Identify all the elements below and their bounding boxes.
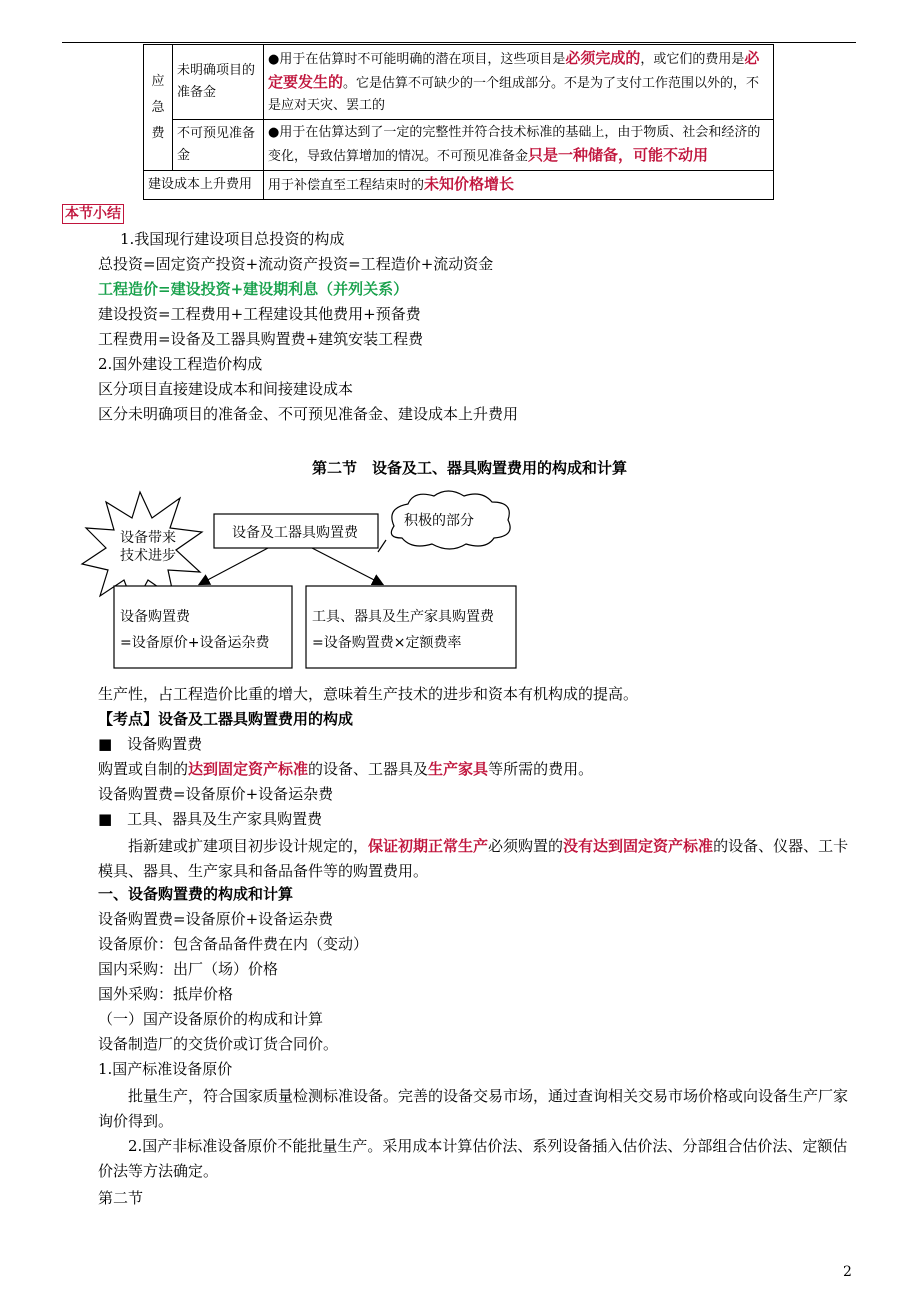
right-box — [306, 586, 516, 668]
top-box-text: 设备及工器具购置费 — [232, 525, 358, 541]
summary-line: 区分项目直接建设成本和间接建设成本 — [98, 380, 354, 398]
body-line: 设备原价：包含备品备件费在内（变动） — [98, 935, 369, 953]
table-row-name: 不可预见准备金 — [173, 120, 264, 171]
body-line: 国内采购：出厂（场）价格 — [98, 960, 279, 978]
burst-text: 设备带来 — [120, 530, 176, 546]
left-box-text: 设备购置费 — [120, 609, 190, 625]
bullet-heading: ■ 设备购置费 — [98, 735, 203, 753]
key-point-heading: 【考点】设备及工器具购置费用的构成 — [98, 710, 354, 728]
subsection-heading: 一、设备购置费的构成和计算 — [98, 885, 294, 903]
body-line: 1.国产标准设备原价 — [98, 1060, 233, 1078]
section-title: 第二节 设备及工、器具购置费用的构成和计算 — [312, 459, 628, 477]
body-line: 生产性，占工程造价比重的增大，意味着生产技术的进步和资本有机构成的提高。 — [98, 685, 639, 703]
body-line: 国外采购：抵岸价格 — [98, 985, 234, 1003]
body-line: 设备购置费=设备原价+设备运杂费 — [98, 910, 334, 928]
body-paragraph: 指新建或扩建项目初步设计规定的，保证初期正常生产必须购置的没有达到固定资产标准的设备、仪器、工卡模具、器具、生产家具和备品备件等的购置费用。 — [98, 837, 849, 880]
summary-line: 建设投资=工程费用+工程建设其他费用+预备费 — [98, 305, 421, 323]
table-category-cell: 应急费 — [144, 45, 173, 171]
body-line: 设备购置费=设备原价+设备运杂费 — [98, 785, 334, 803]
summary-line: 1.我国现行建设项目总投资的构成 — [120, 230, 345, 248]
body-line: 购置或自制的达到固定资产标准的设备、工器具及生产家具等所需的费用。 — [98, 760, 594, 778]
table-row-name: 未明确项目的准备金 — [173, 45, 264, 120]
summary-line: 工程费用=设备及工器具购置费+建筑安装工程费 — [98, 330, 424, 348]
cost-structure-diagram — [0, 480, 920, 675]
table-row-name: 建设成本上升费用 — [144, 171, 264, 200]
body-line: （一）国产设备原价的构成和计算 — [98, 1010, 324, 1028]
page-number: 2 — [843, 1264, 852, 1280]
table-row-desc: ●用于在估算时不可能明确的潜在项目，这些项目是必须完成的，或它们的费用是必定要发生的。它是估算不可缺少的一个组成部分。不是为了支付工作范围以外的，不是应对天灾、罢工的 — [264, 45, 774, 120]
left-box-text: =设备原价+设备运杂费 — [120, 635, 270, 651]
contingency-table — [143, 44, 774, 200]
summary-line-highlight: 工程造价=建设投资+建设期利息（并列关系） — [98, 280, 409, 298]
left-box — [114, 586, 292, 668]
bullet-heading: ■ 工具、器具及生产家具购置费 — [98, 810, 323, 828]
right-box-text: =设备购置费×定额费率 — [312, 635, 462, 651]
body-line: 设备制造厂的交货价或订货合同价。 — [98, 1035, 339, 1053]
summary-line: 2.国外建设工程造价构成 — [98, 355, 263, 373]
summary-line: 总投资=固定资产投资+流动资产投资=工程造价+流动资金 — [98, 255, 494, 273]
burst-text: 技术进步 — [120, 548, 176, 564]
body-line: 第二节 — [98, 1189, 144, 1207]
body-paragraph: 2.国产非标准设备原价不能批量生产。采用成本计算估价法、系列设备插入估价法、分部组合估价法、定额估价法等方法确定。 — [98, 1137, 848, 1180]
section-summary-tag: 本节小结 — [62, 204, 124, 224]
header-rule — [62, 42, 856, 43]
table-row-desc: 用于补偿直至工程结束时的未知价格增长 — [264, 171, 774, 200]
right-box-text: 工具、器具及生产家具购置费 — [312, 609, 494, 625]
summary-line: 区分未明确项目的准备金、不可预见准备金、建设成本上升费用 — [98, 405, 519, 423]
body-paragraph: 批量生产，符合国家质量检测标准设备。完善的设备交易市场，通过查询相关交易市场价格或向设备生产厂家询价得到。 — [98, 1087, 849, 1130]
cloud-text: 积极的部分 — [404, 513, 474, 529]
table-row-desc: ●用于在估算达到了一定的完整性并符合技术标准的基础上，由于物质、社会和经济的变化，导致估算增加的情况。不可预见准备金只是一种储备，可能不动用 — [264, 120, 774, 171]
